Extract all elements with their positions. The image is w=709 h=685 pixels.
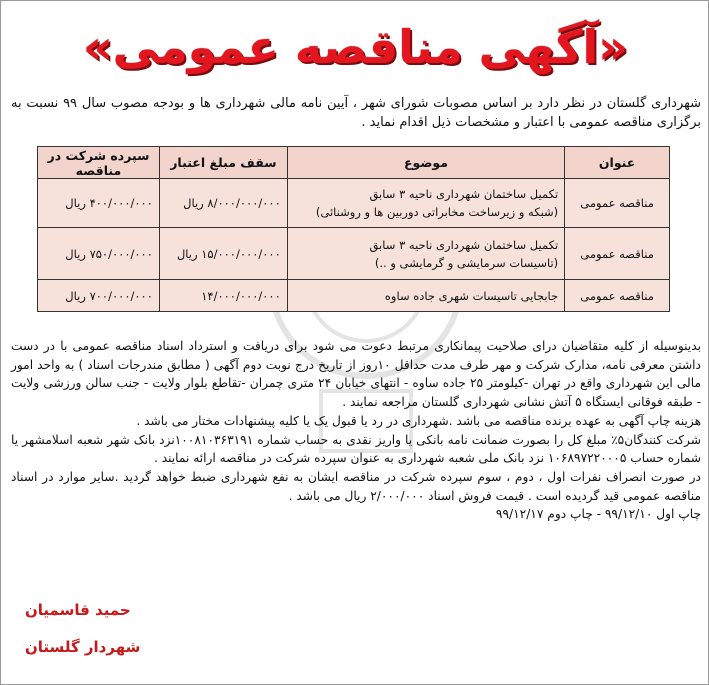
row-deposit: ۷۰۰/۰۰۰/۰۰۰ ریال: [38, 280, 160, 312]
signatory-name: حمید قاسمیان: [25, 601, 131, 619]
notice-title: «آگهی مناقصه عمومی»: [83, 20, 628, 74]
row-subject-line2: (شبکه و زیرساخت مخابراتی دوربین ها و روشنائی): [315, 205, 559, 219]
tender-table: [37, 146, 670, 312]
row-subject-line1: تکمیل ساختمان شهرداری ناحیه ۳ سابق: [369, 187, 559, 201]
table-row: [38, 228, 670, 280]
row-ceiling: ۱۴/۰۰۰/۰۰۰/۰۰۰: [159, 280, 287, 312]
table-row: [38, 179, 670, 228]
table-row: [38, 280, 670, 312]
row-subject-line2: (تاسیسات سرمایشی و گرمایشی و ..): [374, 255, 559, 270]
row-subject-line1: تکمیل ساختمان شهرداری ناحیه ۳ سابق: [369, 237, 559, 252]
body-paragraph-costs: هزینه چاپ آگهی به عهده برنده مناقصه می باشد .شهرداری در رد یا قبول یک یا کلیه پیشنهادات مختار می باشد .: [136, 413, 701, 428]
body-paragraph-deposit: شرکت کنندگان۵٪ مبلغ کل را بصورت ضمانت نامه بانکی یا واریز نقدی به حساب شماره ۱۰۰۸۱۰۳۶۳۱۹۱نزد بانک شهر شعبه اسلامشهر یا شماره حساب ۱۰۶۸۹۷۲۲۰۰۰۵ نزد بانک ملی شعبه شهرداری به عنوان سپرده شرکت در مناقصه ارائه نمایند .: [11, 432, 701, 466]
header-subject: موضوع: [287, 147, 564, 179]
notice-body: [11, 337, 701, 524]
header-title: عنوان: [565, 147, 670, 179]
row-subject-line1: جابجایی تاسیسات شهری جاده ساوه: [384, 288, 559, 303]
header-ceiling: سقف مبلغ اعتبار: [159, 147, 287, 179]
header-deposit: سپرده شرکت در مناقصه: [38, 147, 160, 179]
row-subject: [287, 179, 564, 228]
intro-paragraph: شهرداری گلستان در نظر دارد بر اساس مصوبات شورای شهر ، آیین نامه مالی شهرداری ها و بودجه مصوب سال ۹۹ نسبت به برگزاری مناقصه عمومی با اعتبار و مشخصات ذیل اقدام نماید .: [11, 96, 701, 130]
body-paragraph-forfeit: در صورت انصراف نفرات اول ، دوم ، سوم سپرده شرکت در مناقصه ایشان به نفع شهرداری ضبط خواهد گردید .سایر موارد در اسناد مناقصه عمومی قید گردیده است . قیمت فروش اسناد ۲/۰۰۰/۰۰۰ ریال می باشد .: [11, 469, 701, 503]
body-paragraph-invitation: بدینوسیله از کلیه متقاضیان درای صلاحیت پیمانکاری مرتبط دعوت می شود برای دریافت و استرداد اسناد مناقصه عمومی با در دست داشتن معرفی نامه، مدارک شرکت و مهر طرف مدت حداقل ۱۰روز از تاریخ درج نوبت دوم آگهی ( مطابق مندرجات اسناد ) به واحد امور مالی این شهرداری واقع در تهران -کیلومتر ۲۵ جاده ساوه - انتهای خیابان ۲۴ متری چمران -تقاطع بلوار ولایت - جنب سالن ورزشی ولایت - طبقه فوقانی ایستگاه ۵ آتش نشانی شهرداری گلستان مراجعه نمایند .: [11, 339, 701, 410]
row-ceiling: ۱۵/۰۰۰/۰۰۰/۰۰۰ ریال: [159, 228, 287, 280]
row-title: مناقصه عمومی: [565, 280, 670, 312]
row-subject: [287, 228, 564, 280]
row-ceiling: ۸/۰۰۰/۰۰۰/۰۰۰ ریال: [159, 179, 287, 228]
signatory-role: شهردار گلستان: [25, 638, 141, 656]
row-subject: [287, 280, 564, 312]
row-title: مناقصه عمومی: [565, 179, 670, 228]
row-title: مناقصه عمومی: [565, 228, 670, 280]
body-paragraph-print-dates: چاپ اول ۹۹/۱۲/۱۰ - چاپ دوم ۹۹/۱۲/۱۷: [495, 507, 701, 522]
table-header-row: [38, 147, 670, 179]
row-deposit: ۴۰۰/۰۰۰/۰۰۰ ریال: [38, 179, 160, 228]
row-deposit: ۷۵۰/۰۰۰/۰۰۰ ریال: [38, 228, 160, 280]
